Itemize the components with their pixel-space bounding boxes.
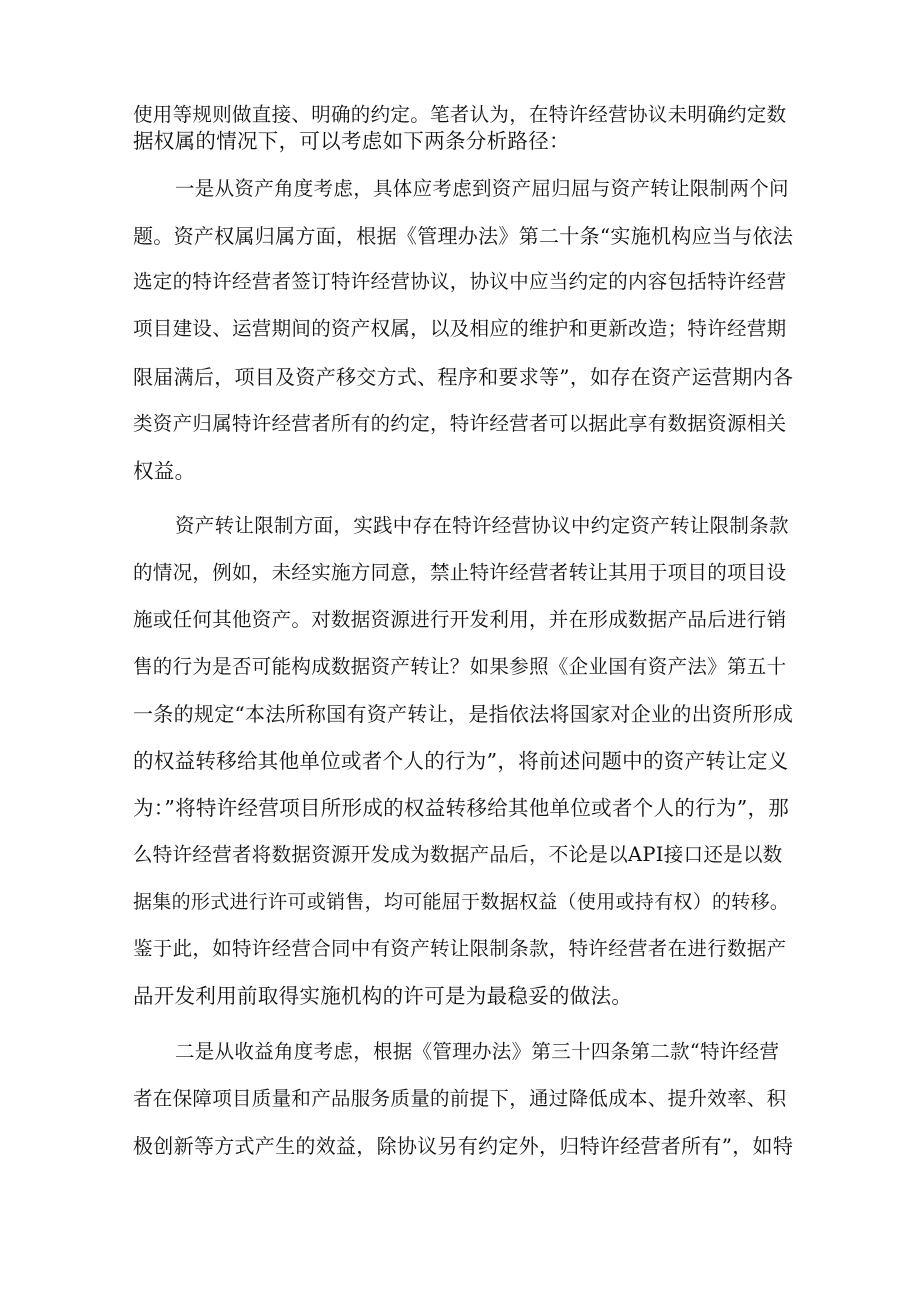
text-line: 选定的特许经营者签订特许经营协议，协议中应当约定的内容包括特许经营 (133, 270, 787, 293)
text-line: 题。资产权属归属方面，根据《管理办法》第二十条“实施机构应当与依法 (133, 224, 794, 248)
text-line: 的情况，例如，未经实施方同意，禁止特许经营者转让其用于项目的项目设 (133, 561, 787, 584)
text-line: 二是从收益角度考虑，根据《管理办法》第三十四条第二款“特许经营 (175, 1040, 780, 1063)
text-line: 项目建设、运营期间的资产权属，以及相应的维护和更新改造；特许经营期 (133, 317, 787, 340)
text-line: 品开发利用前取得实施机构的许可是为最稳妥的做法。 (133, 984, 633, 1008)
text-line: 的权益转移给其他单位或者个人的行为”，将前述问题中的资产转让定义 (133, 749, 789, 773)
text-line: 限届满后，项目及资产移交方式、程序和要求等”，如存在资产运营期内各 (133, 365, 794, 389)
text-line: 售的行为是否可能构成数据资产转让？如果参照《企业国有资产法》第五十 (133, 655, 787, 678)
text-line: 么特许经营者将数据资源开发成为数据产品后，不论是以API接口还是以数 (133, 843, 783, 866)
text-line: 类资产归属特许经营者所有的约定，特许经营者可以据此享有数据资源相关 (133, 412, 787, 435)
text-line: 者在保障项目质量和产品服务质量的前提下，通过降低成本、提升效率、积 (133, 1087, 787, 1110)
text-line: 一是从资产角度考虑，具体应考虑到资产屈归屈与资产转让限制两个问 (175, 177, 789, 200)
text-line: 鉴于此，如特许经营合同中有资产转让限制条款，特许经营者在进行数据产 (133, 937, 787, 960)
text-line: 施或任何其他资产。对数据资源进行开发利用，并在形成数据产品后进行销 (133, 608, 787, 631)
text-line: 据权属的情况下，可以考虑如下两条分析路径： (133, 129, 570, 153)
text-line: 使用等规则做直接、明确的约定。笔者认为，在特许经营协议未明确约定数 (133, 103, 787, 126)
text-line: 权益。 (133, 459, 196, 483)
text-line: 一条的规定“本法所称国有资产转让，是指依法将国家对企业的出资所形成 (133, 702, 794, 726)
text-line: 资产转让限制方面，实践中存在特许经营协议中约定资产转让限制条款 (175, 514, 789, 537)
text-line: 为：”将特许经营项目所形成的权益转移给其他单位或者个人的行为”，那 (133, 796, 790, 820)
text-line: 据集的形式进行许可或销售，均可能屈于数据权益（使用或持有权）的转移。 (133, 891, 790, 913)
text-line: 极创新等方式产生的效益，除协议另有约定外，归特许经营者所有”，如特 (133, 1134, 794, 1158)
